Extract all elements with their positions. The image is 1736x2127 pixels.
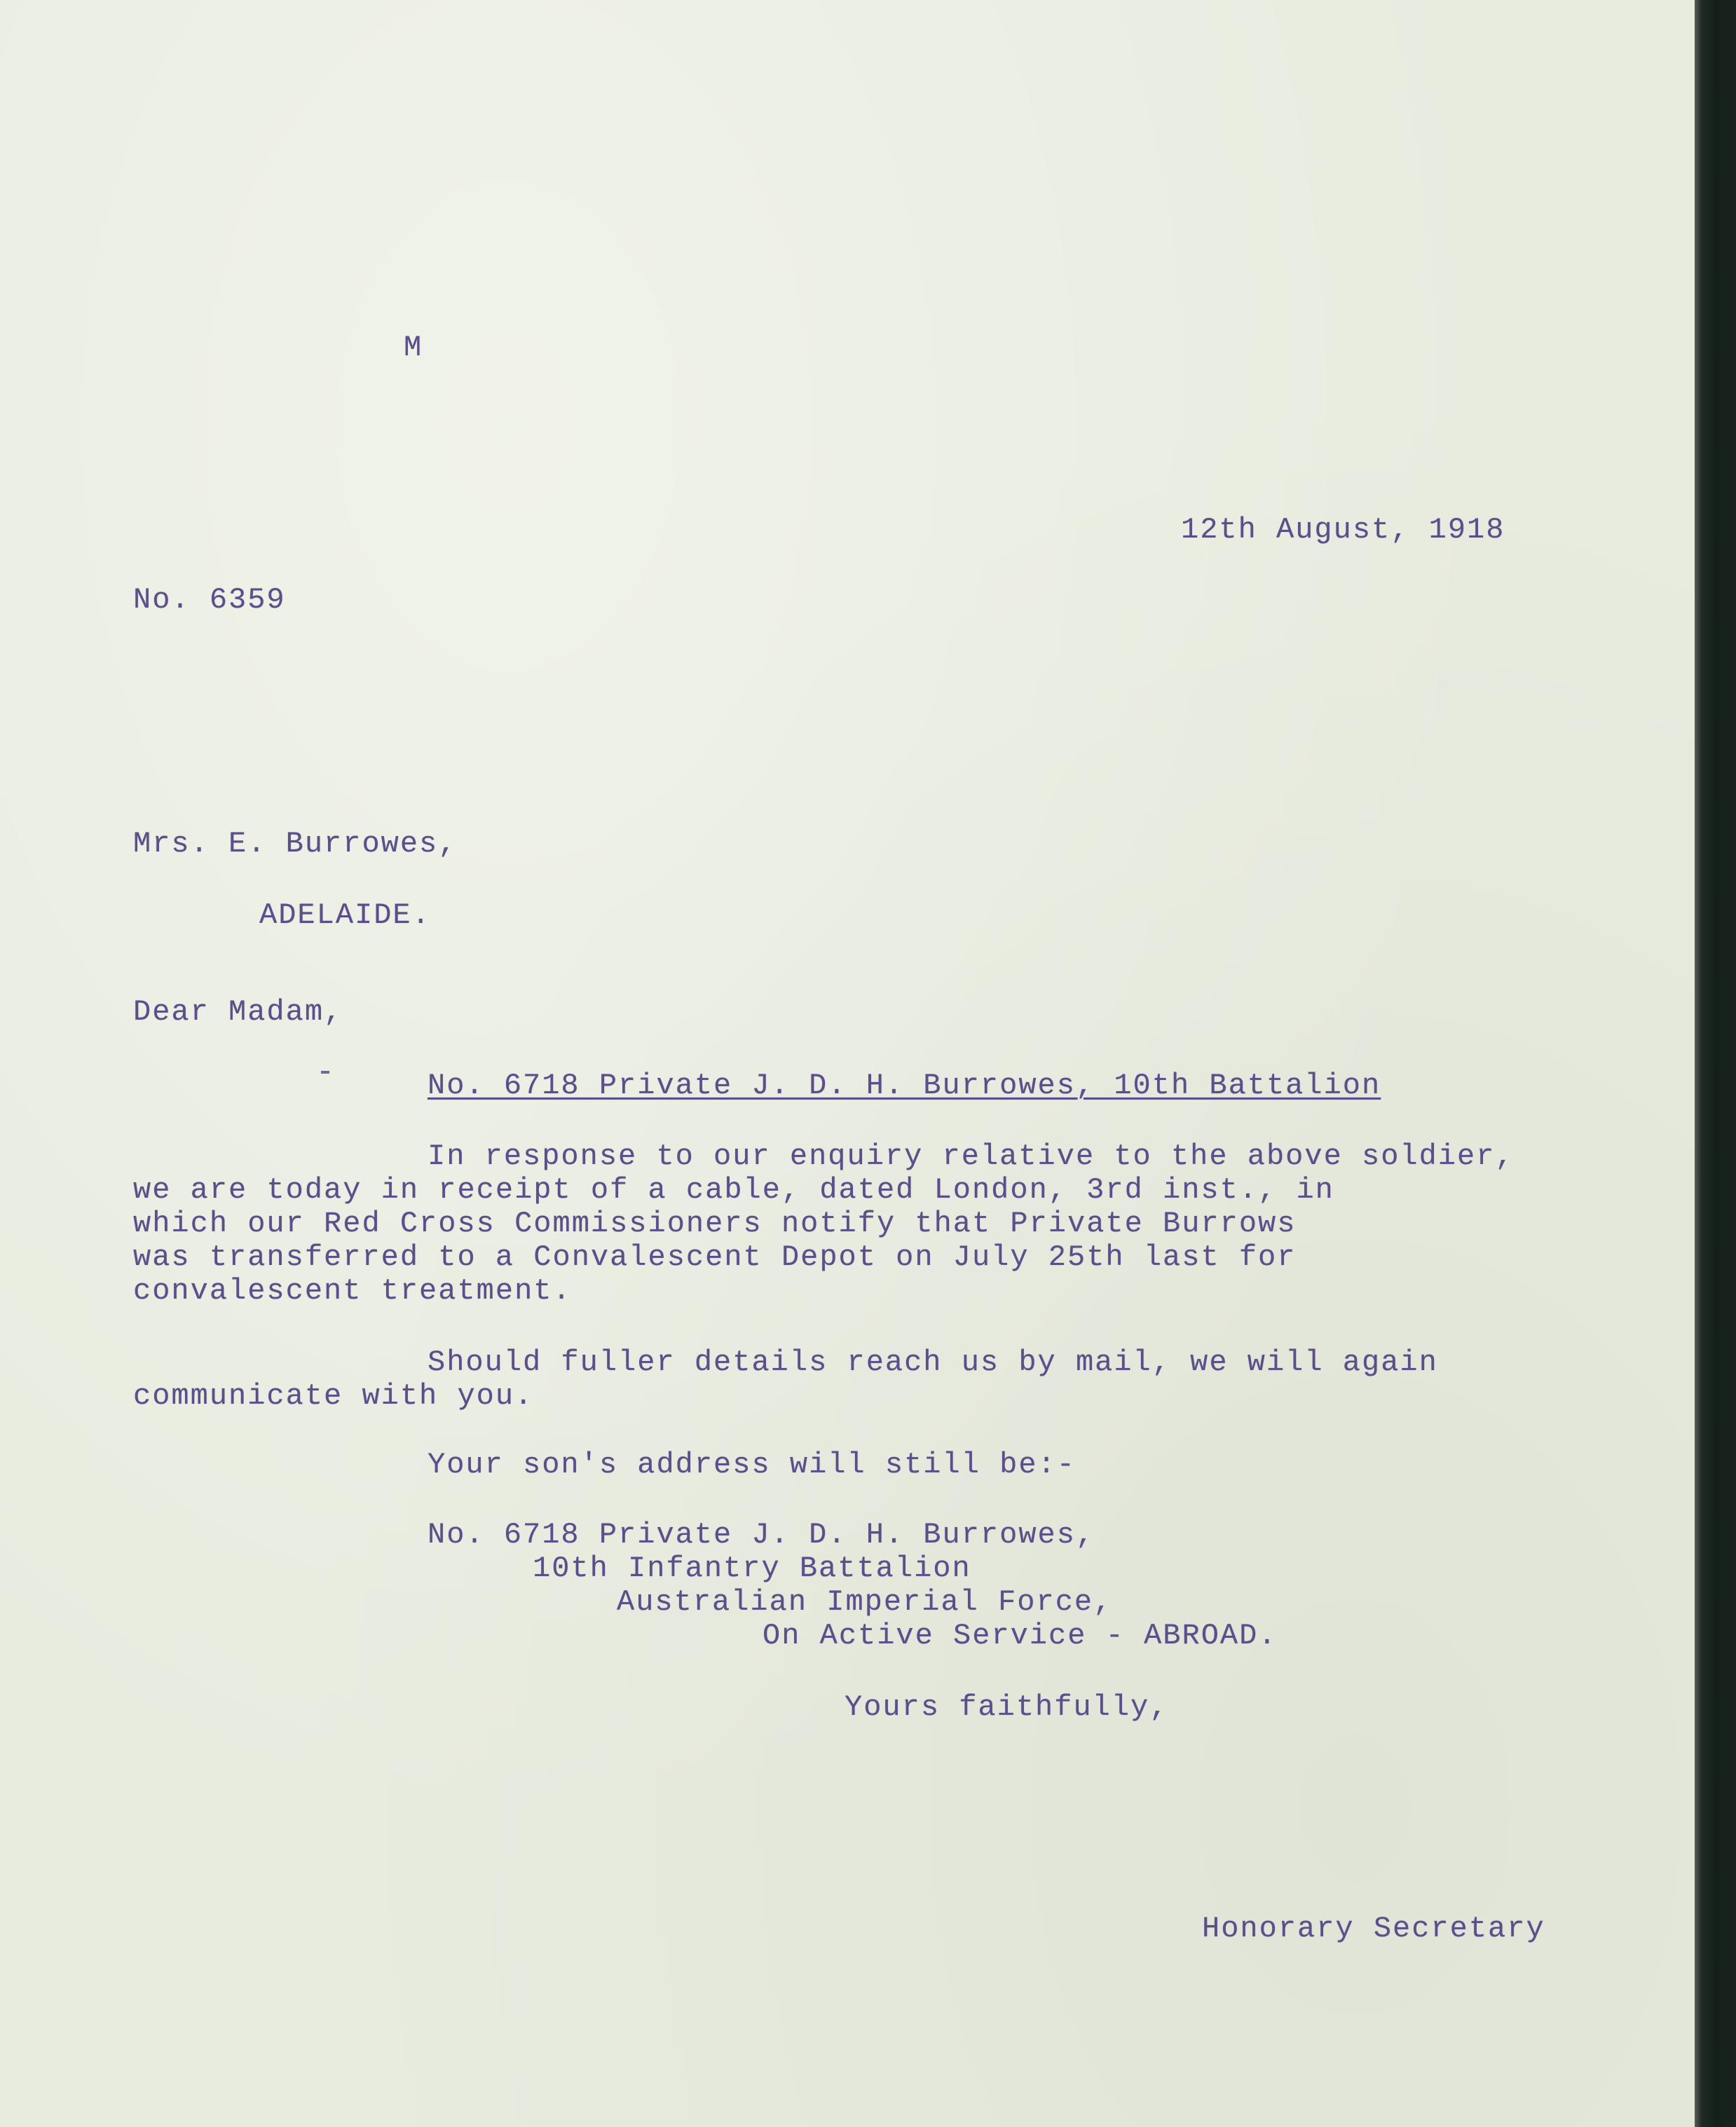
address-line: 10th Infantry Battalion bbox=[533, 1552, 971, 1585]
address-line: No. 6718 Private J. D. H. Burrowes, bbox=[428, 1518, 1095, 1552]
address-intro: Your son's address will still be:- bbox=[428, 1448, 1076, 1482]
letter-date: 12th August, 1918 bbox=[1181, 513, 1505, 547]
subject-line: No. 6718 Private J. D. H. Burrowes, 10th Battalion bbox=[428, 1069, 1381, 1102]
signature-title: Honorary Secretary bbox=[1202, 1912, 1545, 1945]
paragraph-1-line: was transferred to a Convalescent Depot on July 25th last for bbox=[133, 1240, 1297, 1274]
scan-border bbox=[1695, 0, 1736, 2127]
initial-mark: M bbox=[404, 331, 423, 364]
reference-number: No. 6359 bbox=[133, 583, 286, 617]
recipient-city: ADELAIDE. bbox=[259, 898, 431, 932]
paragraph-1-line: which our Red Cross Commissioners notify that Private Burrows bbox=[133, 1207, 1297, 1240]
recipient-name: Mrs. E. Burrowes, bbox=[133, 827, 458, 861]
closing: Yours faithfully, bbox=[845, 1690, 1169, 1724]
address-line: On Active Service - ABROAD. bbox=[763, 1619, 1278, 1653]
paragraph-2-line: communicate with you. bbox=[133, 1379, 534, 1413]
paragraph-1-line: we are today in receipt of a cable, dated London, 3rd inst., in bbox=[133, 1173, 1334, 1207]
paragraph-2-line: Should fuller details reach us by mail, we will again bbox=[428, 1346, 1438, 1379]
paragraph-1-line: In response to our enquiry relative to the above soldier, bbox=[428, 1140, 1515, 1173]
address-line: Australian Imperial Force, bbox=[617, 1585, 1113, 1619]
stray-mark bbox=[321, 1071, 329, 1074]
salutation: Dear Madam, bbox=[133, 995, 343, 1029]
paragraph-1-line: convalescent treatment. bbox=[133, 1274, 572, 1308]
